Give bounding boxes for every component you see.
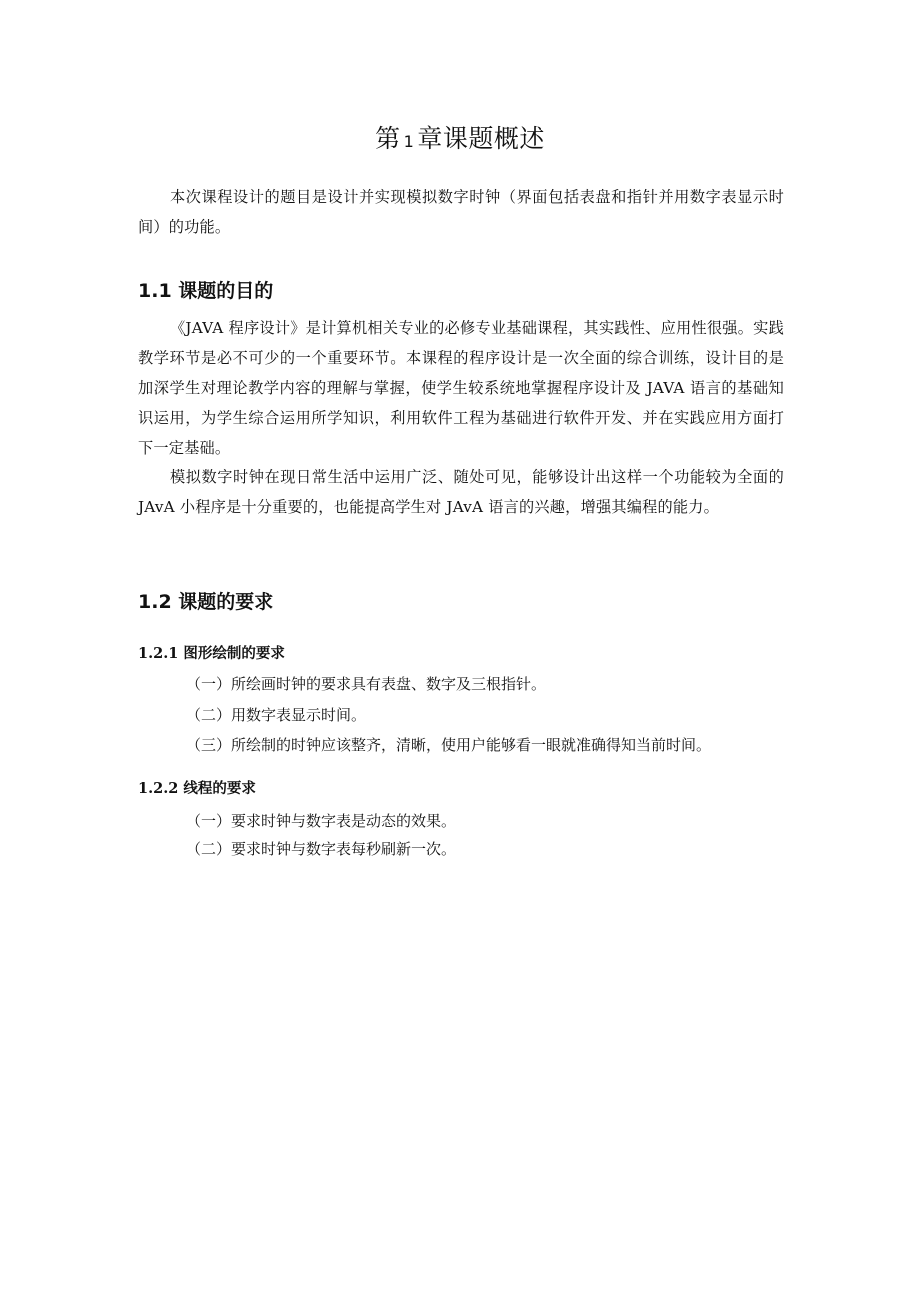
section-heading-1-1: 1.1 课题的目的 xyxy=(138,280,274,302)
requirement-item: （二）用数字表显示时间。 xyxy=(186,706,367,724)
purpose-paragraph-2: 模拟数字时钟在现日常生活中运用广泛、随处可见，能够设计出这样一个功能较为全面的 JAvA 小程序是十分重要的，也能提高学生对 JAvA 语言的兴趣，增强其编程的能力。 xyxy=(138,468,784,516)
requirement-item: （二）要求时钟与数字表每秒刷新一次。 xyxy=(186,840,457,858)
requirement-item: （一）所绘画时钟的要求具有表盘、数字及三根指针。 xyxy=(186,675,547,693)
intro-paragraph: 本次课程设计的题目是设计并实现模拟数字时钟（界面包括表盘和指针并用数字表显示时间）的功能。 xyxy=(138,188,784,236)
chapter-number: 1 xyxy=(403,132,415,151)
requirement-item: （三）所绘制的时钟应该整齐，清晰，使用户能够看一眼就准确得知当前时间。 xyxy=(186,736,712,754)
subsection-heading-1-2-2: 1.2.2 线程的要求 xyxy=(138,780,256,797)
section-heading-1-2: 1.2 课题的要求 xyxy=(138,591,274,613)
purpose-paragraph-1: 《JAVA 程序设计》是计算机相关专业的必修专业基础课程，其实践性、应用性很强。实践教学环节是必不可少的一个重要环节。本课程的程序设计是一次全面的综合训练，设计目的是加深学生对理论教学内容的理解与掌握，使学生较系统地掌握程序设计及 JAVA 语言的基础知识运用，为学生综合运用所学知识，利用软件工程为基础进行软件开发、并在实践应用方面打下一定基础。 xyxy=(138,319,784,457)
chapter-title xyxy=(0,121,920,160)
subsection-heading-1-2-1: 1.2.1 图形绘制的要求 xyxy=(138,645,285,662)
requirement-item: （一）要求时钟与数字表是动态的效果。 xyxy=(186,812,457,830)
chapter-title-suffix: 章课题概述 xyxy=(417,124,545,153)
chapter-title-prefix: 第 xyxy=(375,124,401,153)
